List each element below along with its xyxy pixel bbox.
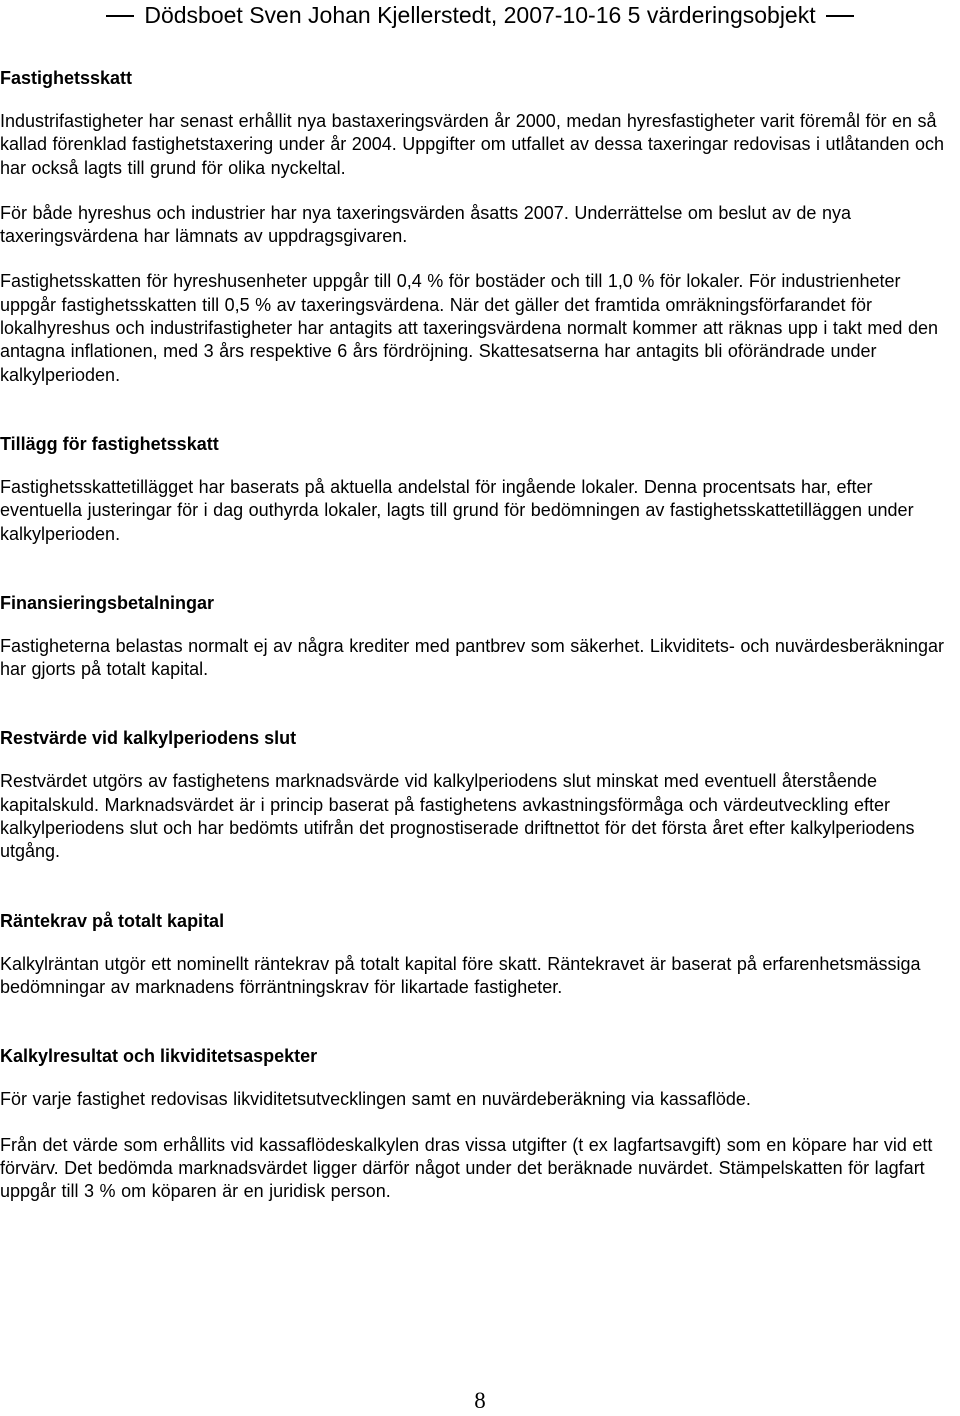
section-heading: Finansieringsbetalningar [0, 592, 215, 613]
section-paragraph: Restvärdet utgörs av fastighetens marknadsvärde vid kalkylperiodens slut minskat med eventuell återstående kapitalskuld. Marknadsvärdet är i princip baserat på fastighetens avkastningsförmåga och värdeutveckling efter kalkylperiodens slut och har bedömts utifrån det prognostiserade driftnettot för det första året efter kalkylperiodens utgång. [0, 771, 915, 862]
section-paragraph: För både hyreshus och industrier har nya taxeringsvärden åsatts 2007. Underrättelse om beslut av de nya taxeringsvärdena har lämnats av uppdragsgivaren. [0, 202, 851, 247]
header-rule-left [106, 15, 134, 17]
section-heading: Kalkylresultat och likviditetsaspekter [0, 1046, 318, 1067]
running-header [0, 0, 960, 30]
section-heading: Restvärde vid kalkylperiodens slut [0, 728, 297, 749]
section-paragraph: För varje fastighet redovisas likviditetsutvecklingen samt en nuvärdeberäkning via kassaflöde. [0, 1089, 751, 1110]
section-paragraph: Kalkylräntan utgör ett nominellt räntekrav på totalt kapital före skatt. Räntekravet är baserat på erfarenhetsmässiga bedömningar av marknadens förräntningskrav för likartade fastigheter. [0, 953, 921, 997]
header-title: Dödsboet Sven Johan Kjellerstedt, 2007-10-16 5 värderingsobjekt [144, 2, 816, 28]
section-heading: Räntekrav på totalt kapital [0, 910, 225, 931]
section-heading: Tillägg för fastighetsskatt [0, 433, 219, 454]
section-paragraph: Fastighetsskatten för hyreshusenheter uppgår till 0,4 % för bostäder och till 1,0 % för lokaler. För industrienheter uppgår fastighetsskatten till 0,5 % av taxeringsvärdena. När det gäller det framtida omräkningsförfarandet för lokalhyreshus och industrifastigheter har antagits att taxeringsvärdena normalt kommer att räknas upp i takt med den antagna inflationen, med 3 års respektive 6 års fördröjning. Skattesatserna har antagits bli oförändrade under kalkylperioden. [0, 271, 938, 385]
section-paragraph: Från det värde som erhållits vid kassaflödeskalkylen dras vissa utgifter (t ex lagfartsavgift) som en köpare har vid ett förvärv. Det bedömda marknadsvärdet ligger därför något under det beräknade nuvärdet. Stämpelskatten för lagfart uppgår till 3 % om köparen är en juridisk person. [0, 1134, 933, 1202]
section-paragraph: Fastighetsskattetillägget har baserats på aktuella andelstal för ingående lokaler. Denna procentsats har, efter eventuella justeringar för i dag outhyrda lokaler, lagts till grund för bedömningen av fastighetsskattetilläggen under kalkylperioden. [0, 476, 914, 544]
header-rule-right [826, 15, 854, 17]
section-heading: Fastighetsskatt [0, 68, 133, 88]
section-paragraph: Industrifastigheter har senast erhållit nya bastaxeringsvärden år 2000, medan hyresfastigheter varit föremål för en så kallad förenklad fastighetstaxering under år 2004. Uppgifter om utfallet av dessa taxeringar redovisas i utlåtanden och har också lagts till grund för olika nyckeltal. [0, 111, 945, 178]
document-body [0, 54, 958, 1203]
section-paragraph: Fastigheterna belastas normalt ej av några krediter med pantbrev som säkerhet. Likviditets- och nuvärdesberäkningar har gjorts på totalt kapital. [0, 635, 944, 680]
page-number: 8 [474, 1388, 486, 1413]
